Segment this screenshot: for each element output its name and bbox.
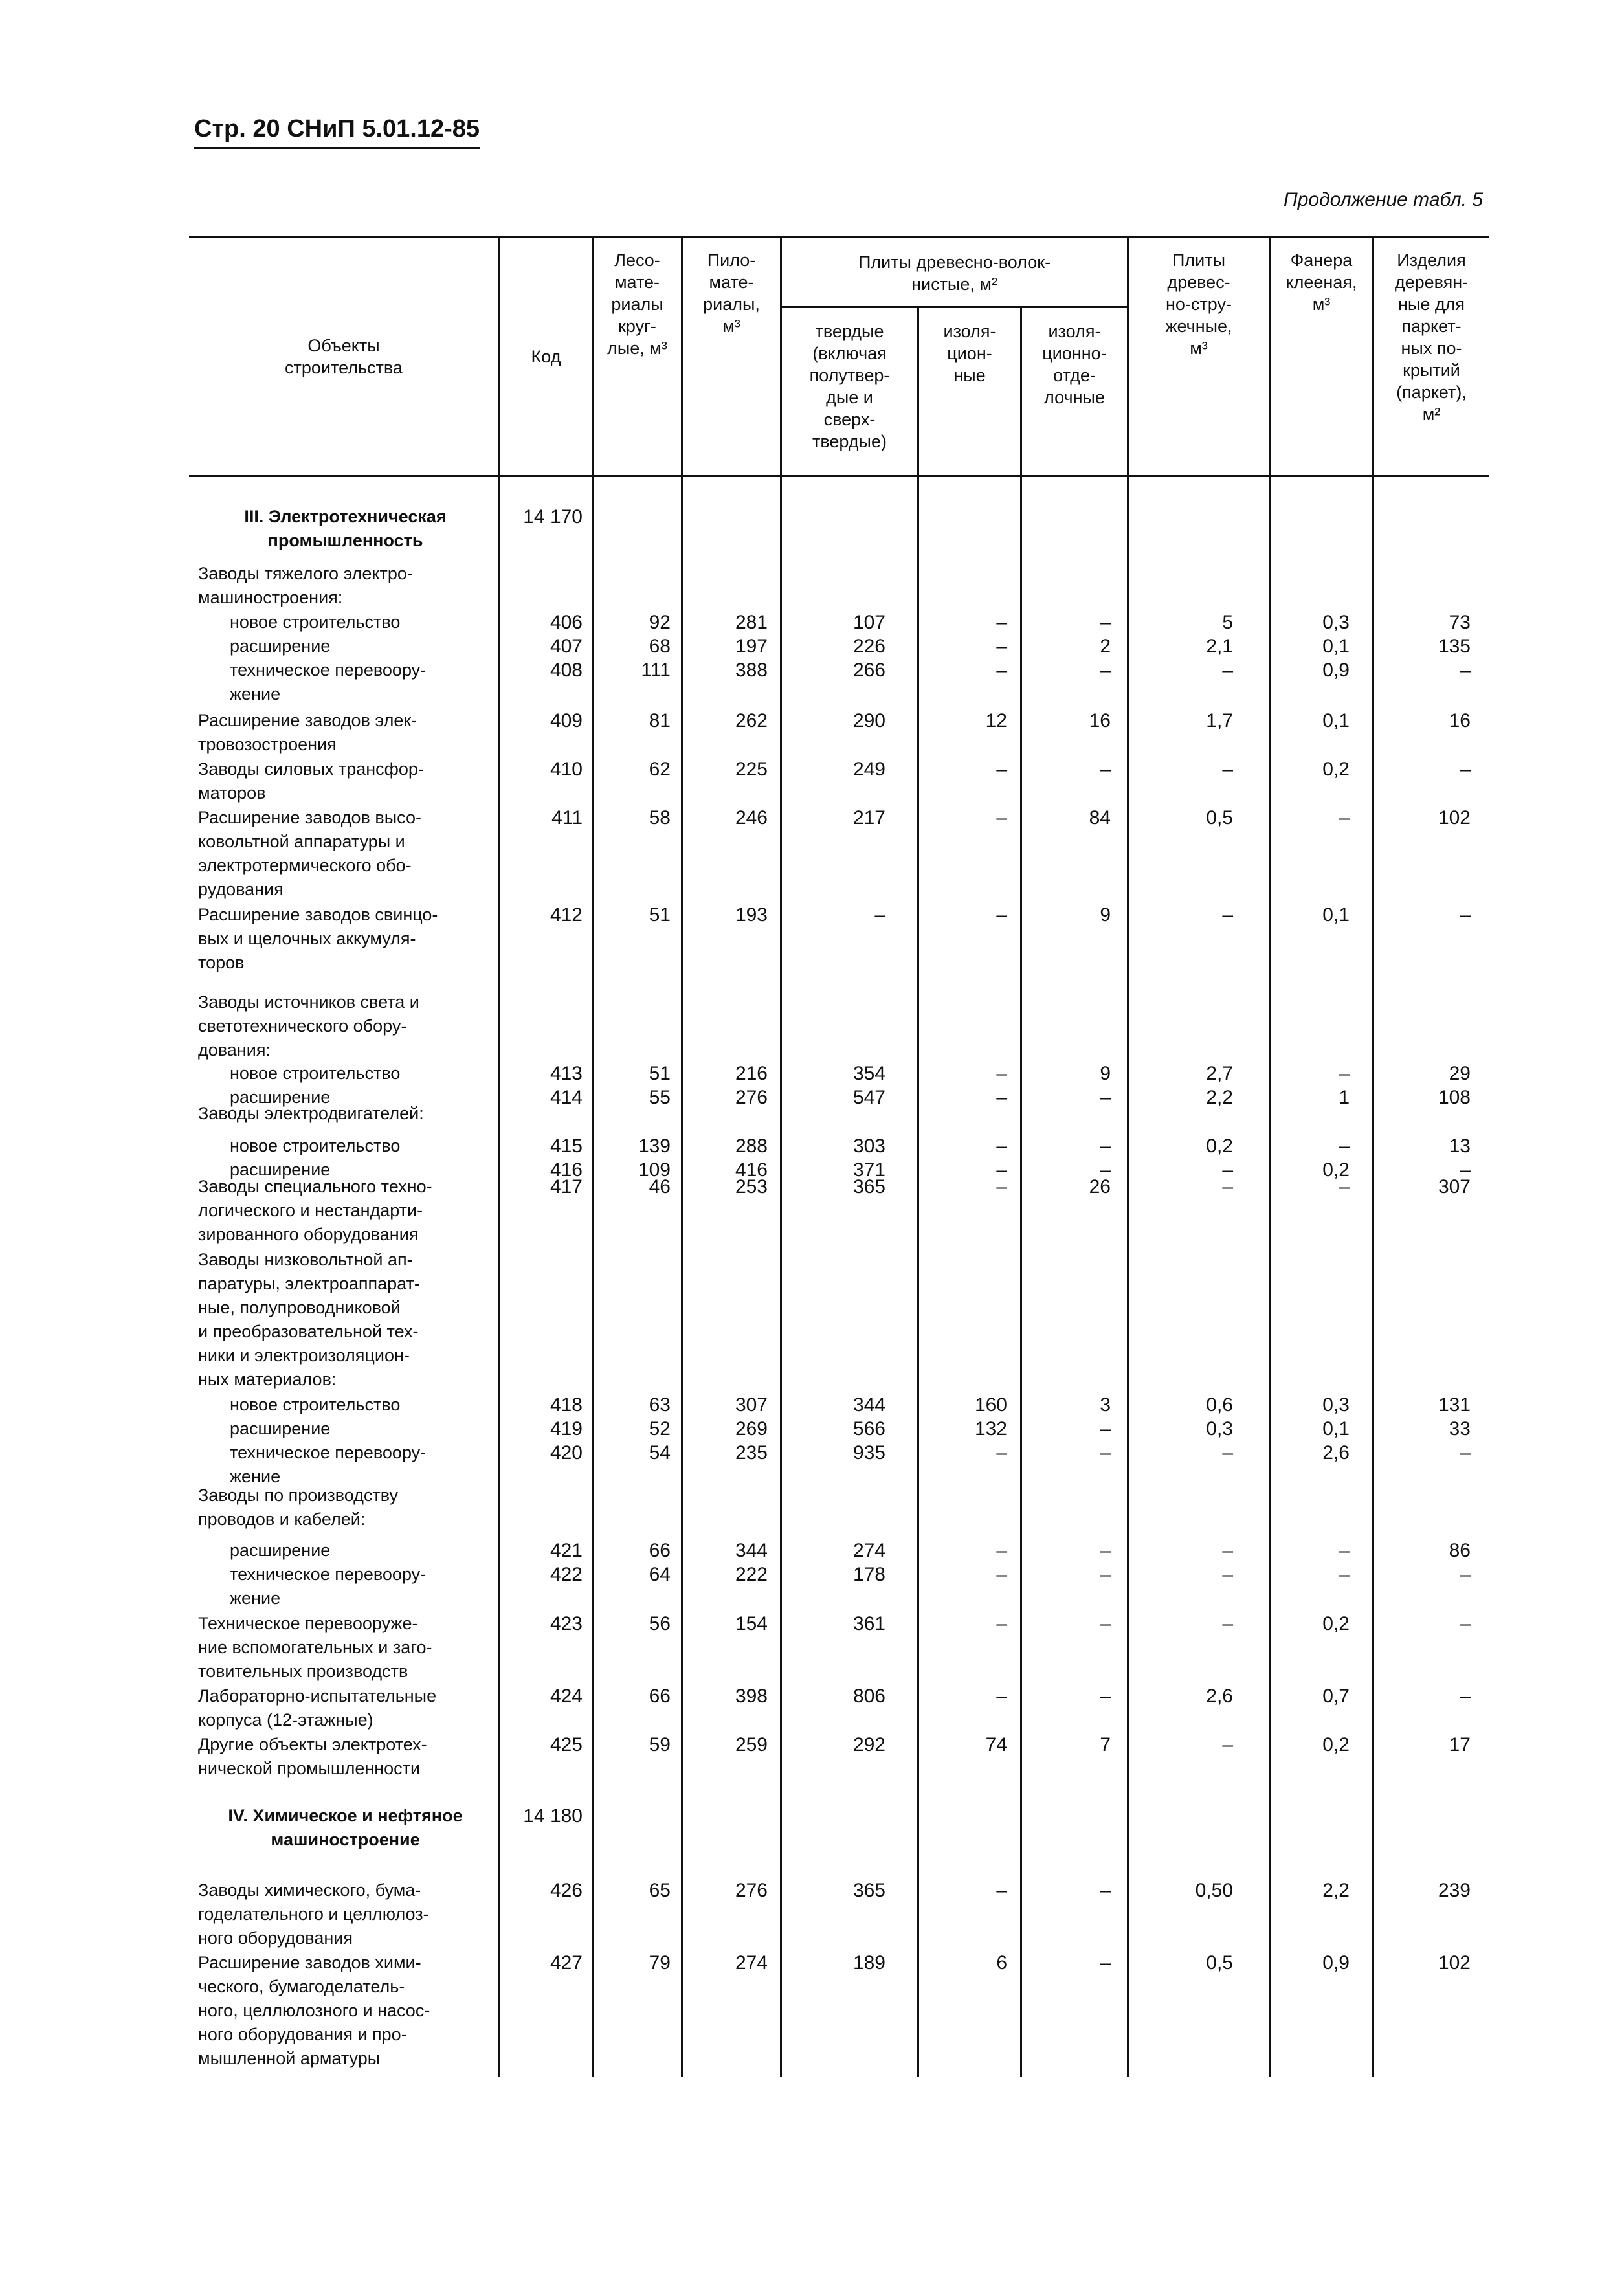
row-label: Заводы низковольтной ап- паратуры, электроаппарат- ные, полупроводниковой и преобразовательной тех- ники и электроизоляцион- ных материалов: — [198, 1250, 420, 1389]
cell-round-timber: 66 64 — [649, 1540, 671, 1585]
cell-fiber-hard: 361 — [852, 1613, 885, 1634]
cell-sawn-timber: 259 — [735, 1734, 768, 1755]
cell-code: 417 — [550, 1176, 583, 1197]
cell-particleboard: – — [1222, 1613, 1233, 1634]
fiberboard-subheader-rule — [781, 306, 1128, 308]
header-fiber-insulating-finishing: изоля- ционно- отде- лочные — [1042, 322, 1107, 407]
cell-fiber-insulating: – – — [996, 1135, 1007, 1181]
cell-code: 425 — [550, 1734, 583, 1755]
cell-particleboard: – – — [1222, 1540, 1233, 1585]
cell-plywood: 0,3 0,1 0,9 — [1322, 612, 1350, 681]
cell-fiber-hard: 290 — [852, 710, 885, 731]
row-label: Заводы по производству проводов и кабелей: — [198, 1486, 399, 1529]
cell-fiber-hard: – — [874, 904, 885, 926]
cell-fiber-insulating: – — [996, 1176, 1007, 1197]
cell-round-timber: 65 — [649, 1880, 671, 1901]
section-heading: III. Электротехническая промышленность — [244, 507, 447, 550]
row-label: Заводы силовых трансфор- маторов — [198, 759, 424, 803]
row-label: Техническое перевооруже- ние вспомогательных и заго- товительных производств — [198, 1614, 432, 1681]
row-label: Расширение заводов свинцо- вых и щелочных аккумуля- торов — [198, 905, 438, 972]
cell-parquet: 16 — [1449, 710, 1471, 731]
cell-particleboard: – — [1222, 759, 1233, 780]
cell-round-timber: 66 — [649, 1686, 671, 1707]
cell-code: 427 — [550, 1952, 583, 1974]
cell-fiber-insulating: – — [996, 904, 1007, 926]
cell-particleboard: 0,2 – — [1206, 1135, 1233, 1181]
cell-sawn-timber: 274 — [735, 1952, 768, 1974]
cell-fiber-insulating-finishing: 9 – — [1100, 1063, 1111, 1108]
cell-fiber-insulating: – – — [996, 1540, 1007, 1585]
cell-parquet: 239 — [1438, 1880, 1471, 1901]
row-label: Расширение заводов хими- ческого, бумагоделатель- ного, целлюлозного и насос- ного оборудования и про- мышленной арматуры — [198, 1953, 430, 2068]
cell-sawn-timber: 225 — [735, 759, 768, 780]
cell-sawn-timber: 281 197 388 — [735, 612, 768, 681]
cell-round-timber: 58 — [649, 807, 671, 829]
cell-fiber-hard: 107 226 266 — [852, 612, 885, 681]
cell-code: 14 180 — [523, 1805, 583, 1827]
table-header-rule — [189, 475, 1489, 477]
header-parquet: Изделия деревян- ные для паркет- ных по- крытий (паркет), м² — [1394, 251, 1469, 424]
cell-fiber-insulating-finishing: – — [1100, 1952, 1111, 1974]
row-label: Другие объекты электротех- нической промышленности — [198, 1735, 427, 1778]
row-label: расширение техническое перевоору- жение — [230, 1541, 427, 1608]
cell-fiber-hard: 354 547 — [852, 1063, 885, 1108]
cell-plywood: – 0,2 — [1322, 1135, 1350, 1181]
header-fiber-insulating: изоля- цион- ные — [943, 322, 996, 385]
cell-parquet: 86 – — [1449, 1540, 1471, 1585]
cell-round-timber: 92 68 111 — [641, 612, 671, 681]
cell-fiber-insulating-finishing: 3 – – — [1100, 1394, 1111, 1464]
cell-sawn-timber: 288 416 — [735, 1135, 768, 1181]
cell-particleboard: 0,6 0,3 – — [1206, 1394, 1233, 1464]
cell-fiber-insulating: 74 — [985, 1734, 1007, 1755]
row-label: Заводы источников света и светотехнического обору- дования: — [198, 992, 419, 1060]
cell-sawn-timber: 276 — [735, 1880, 768, 1901]
cell-code: 413 414 — [550, 1063, 583, 1108]
cell-parquet: 13 – — [1449, 1135, 1471, 1181]
cell-code: 14 170 — [523, 506, 583, 528]
cell-plywood: 2,2 — [1322, 1880, 1350, 1901]
header-particleboard: Плиты древес- но-стру- жечные, м³ — [1165, 251, 1232, 358]
cell-round-timber: 62 — [649, 759, 671, 780]
cell-fiber-hard: 189 — [852, 1952, 885, 1974]
cell-code: 409 — [550, 710, 583, 731]
cell-parquet: 131 33 – — [1438, 1394, 1471, 1464]
header-plywood: Фанера клееная, м³ — [1285, 251, 1357, 314]
row-label: новое строительство расширение техническое перевоору- жение — [230, 612, 427, 704]
cell-plywood: 0,2 — [1322, 1734, 1350, 1755]
cell-fiber-hard: 365 — [852, 1176, 885, 1197]
cell-fiber-insulating: – — [996, 807, 1007, 829]
cell-round-timber: 139 109 — [638, 1135, 671, 1181]
cell-parquet: 29 108 — [1438, 1063, 1471, 1108]
cell-plywood: – – — [1339, 1540, 1350, 1585]
cell-round-timber: 51 — [649, 904, 671, 926]
cell-fiber-hard: 274 178 — [852, 1540, 885, 1585]
row-label: Заводы тяжелого электро- машиностроения: — [198, 564, 413, 607]
row-label: новое строительство расширение — [230, 1136, 401, 1179]
cell-fiber-insulating: – — [996, 1880, 1007, 1901]
cell-particleboard: 0,5 — [1206, 807, 1233, 829]
row-label: новое строительство расширение — [230, 1064, 401, 1107]
header-fiber-hard: твердые (включая полутвер- дые и сверх- твердые) — [809, 322, 890, 451]
cell-fiber-insulating-finishing: 26 — [1089, 1176, 1111, 1197]
cell-plywood: 0,3 0,1 2,6 — [1322, 1394, 1350, 1464]
column-divider — [1269, 236, 1271, 2077]
cell-sawn-timber: 307 269 235 — [735, 1394, 768, 1464]
cell-round-timber: 59 — [649, 1734, 671, 1755]
cell-parquet: – — [1460, 1686, 1471, 1707]
cell-plywood: 0,1 — [1322, 904, 1350, 926]
cell-sawn-timber: 398 — [735, 1686, 768, 1707]
header-round-timber: Лесо- мате- риалы круг- лые, м³ — [607, 251, 667, 358]
cell-fiber-insulating-finishing: 7 — [1100, 1734, 1111, 1755]
cell-fiber-insulating-finishing: – 2 – — [1100, 612, 1111, 681]
cell-sawn-timber: 253 — [735, 1176, 768, 1197]
cell-fiber-insulating-finishing: – — [1100, 1880, 1111, 1901]
cell-parquet: 307 — [1438, 1176, 1471, 1197]
cell-fiber-insulating: – – — [996, 1063, 1007, 1108]
cell-parquet: 17 — [1449, 1734, 1471, 1755]
row-label: Расширение заводов элек- тровозостроения — [198, 711, 417, 754]
cell-fiber-hard: 303 371 — [852, 1135, 885, 1181]
cell-code: 415 416 — [550, 1135, 583, 1181]
cell-code: 423 — [550, 1613, 583, 1634]
cell-fiber-insulating-finishing: 84 — [1089, 807, 1111, 829]
cell-fiber-insulating-finishing: – – — [1100, 1135, 1111, 1181]
cell-sawn-timber: 193 — [735, 904, 768, 926]
cell-code: 424 — [550, 1686, 583, 1707]
cell-round-timber: 63 52 54 — [649, 1394, 671, 1464]
cell-plywood: 0,2 — [1322, 759, 1350, 780]
section-heading: IV. Химическое и нефтяное машиностроение — [228, 1806, 463, 1849]
cell-round-timber: 51 55 — [649, 1063, 671, 1108]
header-fiberboard-group: Плиты древесно-волок- нистые, м² — [858, 252, 1051, 294]
cell-code: 418 419 420 — [550, 1394, 583, 1464]
cell-fiber-insulating: – – – — [996, 612, 1007, 681]
cell-particleboard: 0,5 — [1206, 1952, 1233, 1974]
cell-fiber-insulating-finishing: – — [1100, 1686, 1111, 1707]
cell-fiber-hard: 217 — [852, 807, 885, 829]
page-header: Стр. 20 СНиП 5.01.12-85 — [194, 115, 480, 149]
cell-parquet: – — [1460, 759, 1471, 780]
cell-particleboard: 0,50 — [1195, 1880, 1233, 1901]
cell-fiber-hard: 249 — [852, 759, 885, 780]
cell-round-timber: 56 — [649, 1613, 671, 1634]
cell-fiber-insulating-finishing: 16 — [1089, 710, 1111, 731]
row-label: Расширение заводов высо- ковольтной аппаратуры и электротермического обо- рудования — [198, 808, 421, 899]
cell-parquet: – — [1460, 904, 1471, 926]
cell-plywood: – — [1339, 807, 1350, 829]
column-divider — [1020, 306, 1022, 2077]
cell-particleboard: 2,6 — [1206, 1686, 1233, 1707]
cell-round-timber: 81 — [649, 710, 671, 731]
cell-parquet: 102 — [1438, 1952, 1471, 1974]
cell-plywood: – — [1339, 1176, 1350, 1197]
cell-code: 410 — [550, 759, 583, 780]
cell-fiber-insulating-finishing: – – — [1100, 1540, 1111, 1585]
cell-particleboard: – — [1222, 1734, 1233, 1755]
cell-sawn-timber: 216 276 — [735, 1063, 768, 1108]
cell-fiber-insulating: – — [996, 1613, 1007, 1634]
cell-code: 412 — [550, 904, 583, 926]
cell-parquet: 73 135 – — [1438, 612, 1471, 681]
row-label: Заводы химического, бума- годелательного и целлюлоз- ного оборудования — [198, 1880, 429, 1948]
row-label: Заводы электродвигателей: — [198, 1104, 424, 1123]
cell-sawn-timber: 344 222 — [735, 1540, 768, 1585]
cell-fiber-insulating: 160 132 – — [974, 1394, 1007, 1464]
cell-particleboard: – — [1222, 1176, 1233, 1197]
cell-particleboard: 5 2,1 – — [1206, 612, 1233, 681]
cell-fiber-insulating-finishing: 9 — [1100, 904, 1111, 926]
cell-fiber-insulating: 12 — [985, 710, 1007, 731]
header-code: Код — [531, 347, 561, 366]
cell-fiber-hard: 806 — [852, 1686, 885, 1707]
cell-particleboard: – — [1222, 904, 1233, 926]
cell-code: 426 — [550, 1880, 583, 1901]
cell-fiber-insulating: 6 — [996, 1952, 1007, 1974]
cell-fiber-insulating-finishing: – — [1100, 759, 1111, 780]
cell-plywood: – 1 — [1339, 1063, 1350, 1108]
cell-sawn-timber: 262 — [735, 710, 768, 731]
cell-parquet: – — [1460, 1613, 1471, 1634]
cell-plywood: 0,7 — [1322, 1686, 1350, 1707]
cell-plywood: 0,1 — [1322, 710, 1350, 731]
cell-parquet: 102 — [1438, 807, 1471, 829]
cell-sawn-timber: 246 — [735, 807, 768, 829]
column-divider — [780, 236, 782, 2077]
table-continuation-caption: Продолжение табл. 5 — [1284, 189, 1483, 210]
cell-code: 421 422 — [550, 1540, 583, 1585]
header-objects: Объекты строительства — [285, 336, 403, 377]
cell-particleboard: 1,7 — [1206, 710, 1233, 731]
column-divider — [917, 306, 919, 2077]
row-label: Лабораторно-испытательные корпуса (12-этажные) — [198, 1686, 437, 1730]
cell-fiber-hard: 292 — [852, 1734, 885, 1755]
header-sawn-timber: Пило- мате- риалы, м³ — [703, 251, 760, 336]
cell-fiber-hard: 365 — [852, 1880, 885, 1901]
cell-code: 411 — [551, 807, 583, 829]
cell-sawn-timber: 154 — [735, 1613, 768, 1634]
column-divider — [1127, 236, 1129, 2077]
cell-code: 406 407 408 — [550, 612, 583, 681]
cell-round-timber: 79 — [649, 1952, 671, 1974]
cell-round-timber: 46 — [649, 1176, 671, 1197]
row-label: новое строительство расширение техническое перевоору- жение — [230, 1395, 427, 1486]
cell-plywood: 0,9 — [1322, 1952, 1350, 1974]
cell-particleboard: 2,7 2,2 — [1206, 1063, 1233, 1108]
row-label: Заводы специального техно- логического и нестандарти- зированного оборудования — [198, 1177, 432, 1244]
column-divider — [498, 236, 500, 2077]
column-divider — [681, 236, 683, 2077]
cell-fiber-insulating-finishing: – — [1100, 1613, 1111, 1634]
cell-fiber-insulating: – — [996, 759, 1007, 780]
column-divider — [1372, 236, 1374, 2077]
cell-fiber-insulating: – — [996, 1686, 1007, 1707]
cell-fiber-hard: 344 566 935 — [852, 1394, 885, 1464]
cell-plywood: 0,2 — [1322, 1613, 1350, 1634]
column-divider — [592, 236, 594, 2077]
